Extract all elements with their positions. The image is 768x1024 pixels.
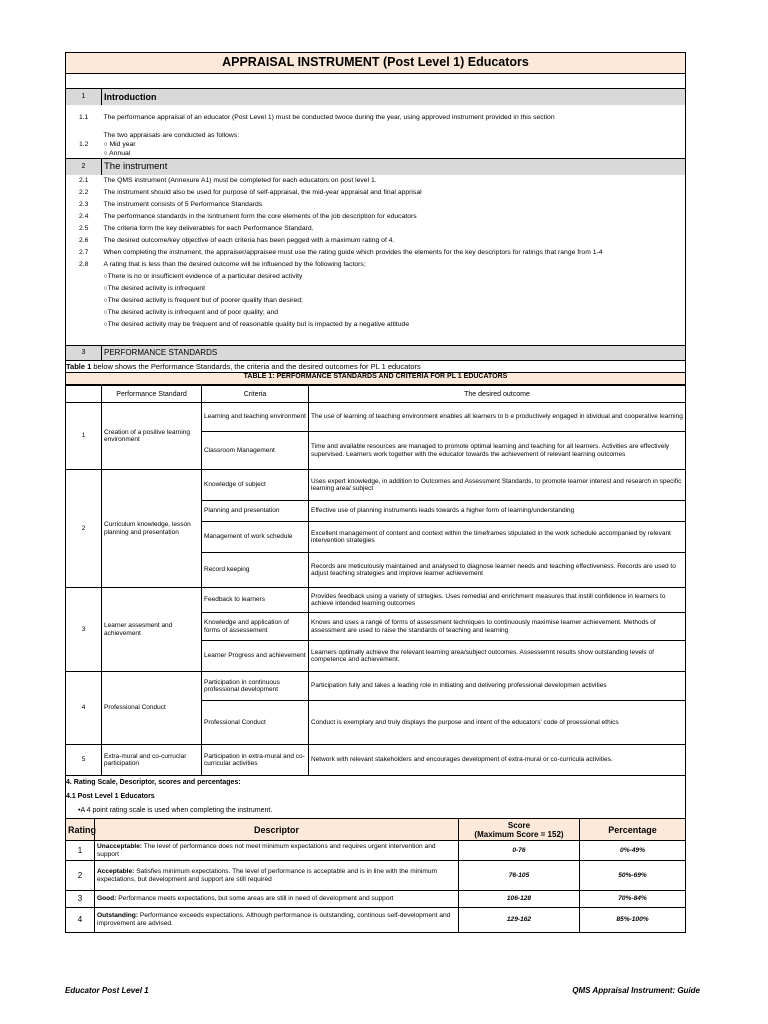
item-text: The criteria form the key deliverables for each Performance Standard. bbox=[103, 225, 314, 232]
descriptor-label: Unacceptable: bbox=[97, 842, 143, 850]
criteria-name: Management of work schedule bbox=[202, 522, 309, 553]
criteria-outcome: Conduct is exemplary and truly displays the purpose and intent of the educators' code of proessional ethics bbox=[309, 701, 686, 745]
rating-scale-table bbox=[65, 818, 686, 933]
standard-name: Learner assesment and achievement bbox=[102, 588, 202, 672]
standard-name: Professional Conduct bbox=[102, 672, 202, 745]
criteria-outcome: Records are meticulously maintained and analysed to diagnose learner needs and teaching effectiveness. Records are used to adjust teaching strategies and improve learner achievement bbox=[309, 553, 686, 588]
item-text: The desired outcome/key objective of each criteria has been pegged with a maximum rating of 4. bbox=[103, 237, 395, 244]
rating-heading: 4. Rating Scale, Descriptor, scores and percentages: bbox=[66, 779, 241, 786]
criteria-outcome: The use of learning of teaching environment enables all learners to b e productively engaged in idividual and cooperative learning bbox=[309, 403, 686, 432]
rating-percentage: 0%-49% bbox=[580, 841, 686, 861]
rating-descriptor bbox=[95, 908, 459, 933]
descriptor-label: Acceptable: bbox=[97, 867, 135, 875]
criteria-name: Knowledge and application of forms of assessement bbox=[202, 613, 309, 641]
descriptor-label: Outstanding: bbox=[97, 912, 139, 920]
section-label: The instrument bbox=[102, 159, 686, 175]
item-text: The two appraisals are conducted as follows: bbox=[103, 131, 240, 139]
standard-number: 3 bbox=[66, 588, 102, 672]
standard-name: Extra-mural and co-curruclar participation bbox=[102, 745, 202, 776]
rating-score: 76-105 bbox=[459, 861, 580, 891]
criteria-outcome: Network with relevant stakeholders and encourages development of extra-mural or co-curricula activities. bbox=[309, 745, 686, 776]
bullet-item: ○The desired activity is frequent but of poorer quality than desired; bbox=[103, 296, 303, 304]
item-number: 2.8 bbox=[79, 261, 89, 268]
standard-number: 2 bbox=[66, 470, 102, 588]
criteria-outcome: Participation fully and takes a leading role in initiating and delivering professional developmen activities bbox=[309, 672, 686, 701]
item-number: 2.2 bbox=[79, 189, 89, 196]
table-intro-bold: Table 1 bbox=[66, 362, 92, 371]
header-rating: Rating bbox=[66, 819, 95, 841]
criteria-outcome: Knows and uses a range of forms of assessment techniques to continuously maximise learner achievement. Methods of assessment are used to raise the standards of teaching and learning bbox=[309, 613, 686, 641]
rating-value: 1 bbox=[66, 841, 95, 861]
bullet-item: ○The desired activity is infrequent bbox=[103, 284, 206, 292]
appraisal-sheet bbox=[65, 52, 686, 933]
item-text: The performance standards in the isntrument form the core elements of the job description for educators bbox=[103, 213, 417, 220]
bullet-item: ○The desired activity is infrequent and of poor quality; and bbox=[103, 308, 279, 316]
item-text: The QMS instrument (Annexure A1) must be completed for each educators on post level 1. bbox=[103, 177, 377, 184]
bullet-item: ○The desired activity may be frequent and of reasonable quality but is impacted by a negative attitude bbox=[103, 320, 410, 328]
bullet-item: ○There is no or insufficient evidence of a particular desired activity bbox=[103, 272, 303, 280]
section-number: 3 bbox=[81, 349, 86, 357]
footer-right: QMS Appraisal Instrument: Guide bbox=[572, 986, 700, 995]
rating-subheading: 4.1 Post Level 1 Educators bbox=[66, 793, 155, 800]
item-text: ○ Annual bbox=[103, 149, 131, 157]
table-row bbox=[66, 908, 686, 933]
table-row bbox=[66, 841, 686, 861]
criteria-name: Participation in extra-mural and co-curricular activities bbox=[202, 745, 309, 776]
item-text: ○ Mid year bbox=[103, 140, 136, 148]
table-row bbox=[66, 588, 686, 613]
table-intro bbox=[65, 361, 686, 372]
rating-score: 0-76 bbox=[459, 841, 580, 861]
item-number: 2.1 bbox=[79, 177, 89, 184]
standard-number: 5 bbox=[66, 745, 102, 776]
table-row bbox=[66, 403, 686, 432]
rating-score: 106-128 bbox=[459, 891, 580, 908]
spacer-row bbox=[65, 74, 686, 88]
rating-descriptor bbox=[95, 861, 459, 891]
criteria-name: Professional Conduct bbox=[202, 701, 309, 745]
header-criteria: Criteria bbox=[202, 386, 309, 403]
item-number: 2.6 bbox=[79, 237, 89, 244]
descriptor-text: Performance meets expectations, but some areas are still in need of development and support bbox=[116, 895, 394, 903]
rating-value: 2 bbox=[66, 861, 95, 891]
document-title: APPRAISAL INSTRUMENT (Post Level 1) Educators bbox=[65, 52, 686, 74]
criteria-name: Knowledge of subject bbox=[202, 470, 309, 501]
table-row bbox=[66, 470, 686, 501]
header-descriptor: Descriptor bbox=[95, 819, 459, 841]
criteria-name: Participation in continuous professional development bbox=[202, 672, 309, 701]
header-outcome: The desired outcome bbox=[309, 386, 686, 403]
rating-percentage: 50%-69% bbox=[580, 861, 686, 891]
criteria-outcome: Excellent management of content and context within the timeframes stipulated in the work schedule accompanied by relevant intervention strategies bbox=[309, 522, 686, 553]
item-text: The performance appraisal of an educator (Post Level 1) must be conducted twoce during the year, using approved instrument provided in this section bbox=[103, 114, 555, 121]
header-score-line2: (Maximum Score = 152) bbox=[474, 829, 564, 839]
standard-number: 4 bbox=[66, 672, 102, 745]
table-row bbox=[66, 891, 686, 908]
criteria-outcome: Learners optimally achieve the relevant learning area/subject outcomes. Assessemnt results show outstanding levels of competence and achievement. bbox=[309, 641, 686, 672]
item-number: 1.2 bbox=[79, 140, 89, 148]
criteria-name: Classroom Management bbox=[202, 432, 309, 470]
criteria-name: Record keeping bbox=[202, 553, 309, 588]
section-number: 2 bbox=[81, 163, 86, 170]
section-rating-scale bbox=[65, 776, 686, 818]
rating-score: 129-162 bbox=[459, 908, 580, 933]
table-intro-text: below shows the Performance Standards, the criteria and the desired outcomes for PL 1 educators bbox=[91, 362, 421, 371]
item-text: The instrument consists of 5 Performance Standards bbox=[103, 201, 263, 208]
section-number: 1 bbox=[81, 93, 86, 101]
descriptor-text: The level of performance does not meet minimum expectations and requires urgent intervention and support bbox=[97, 842, 436, 858]
header-standard: Performance Standard bbox=[102, 386, 202, 403]
item-number: 2.4 bbox=[79, 213, 89, 220]
table-caption: TABLE 1: PERFORMANCE STANDARDS AND CRITERIA FOR PL 1 EDUCATORS bbox=[65, 372, 686, 385]
item-number: 2.7 bbox=[79, 249, 89, 256]
item-text: The instrument should also be used for purpose of self-appraisal, the mid-year appraisal and final apprisal bbox=[103, 189, 422, 196]
section-instrument bbox=[65, 159, 686, 346]
criteria-name: Learner Progress and achievement bbox=[202, 641, 309, 672]
descriptor-text: Satisfies minimum expectations. The level of performance is acceptable and is in line with the minimum expectations, but development and support are still required bbox=[97, 867, 437, 883]
standard-name: Curriculum knowledge, lesson planning and presentation bbox=[102, 470, 202, 588]
table-row bbox=[66, 745, 686, 776]
item-number: 2.3 bbox=[79, 201, 89, 208]
descriptor-label: Good: bbox=[97, 895, 117, 903]
table-row bbox=[66, 861, 686, 891]
section-label: PERFORMANCE STANDARDS bbox=[102, 346, 686, 361]
rating-value: 4 bbox=[66, 908, 95, 933]
rating-descriptor bbox=[95, 891, 459, 908]
criteria-name: Learning and teaching environment bbox=[202, 403, 309, 432]
criteria-outcome: Time and available resources are managed to promote optimal learning and teaching for all learners. Activities are effectively supervised. Learners work together with the educator towards the achievement of relevant learning outcomes bbox=[309, 432, 686, 470]
rating-note: •A 4 point rating scale is used when completing the instrument. bbox=[78, 807, 273, 814]
header-percentage: Percentage bbox=[580, 819, 686, 841]
section-introduction bbox=[65, 88, 686, 159]
criteria-outcome: Provides feedback using a variety of strtegies. Uses remedial and enrichment measures that instill confidence in learners to achieve intended learning outcomes bbox=[309, 588, 686, 613]
standard-number: 1 bbox=[66, 403, 102, 470]
item-number: 2.5 bbox=[79, 225, 89, 232]
item-text: When completing the instrument, the appraiser/appraisee must use the rating guide which provides the elements for the key descriptors for ratings that range from 1-4 bbox=[103, 249, 603, 256]
header-number bbox=[66, 386, 102, 403]
footer-left: Educator Post Level 1 bbox=[65, 986, 149, 995]
rating-value: 3 bbox=[66, 891, 95, 908]
header-score-line1: Score bbox=[507, 820, 531, 830]
rating-percentage: 70%-84% bbox=[580, 891, 686, 908]
criteria-name: Feedback to learners bbox=[202, 588, 309, 613]
descriptor-text: Performance exceeds expectations. Although performance is outstanding, continous self-development and improvement are advised. bbox=[97, 912, 451, 927]
criteria-outcome: Uses expert knowledge, in addition to Outcomes and Assessment Standards, to promote learner interest and research in specific learning area/ subject bbox=[309, 470, 686, 501]
item-text: A rating that is less than the desired outcome will be influenced by the following factors; bbox=[103, 261, 366, 268]
section-label: Introduction bbox=[102, 89, 686, 105]
standard-name: Creation of a positive learning environment bbox=[102, 403, 202, 470]
performance-standards-table bbox=[65, 385, 686, 776]
criteria-name: Planning and presentation bbox=[202, 501, 309, 522]
header-score bbox=[459, 819, 580, 841]
table-row bbox=[66, 672, 686, 701]
rating-descriptor bbox=[95, 841, 459, 861]
criteria-outcome: Effective use of planning instruments leads towards a higher form of learning/understanding bbox=[309, 501, 686, 522]
item-number: 1.1 bbox=[79, 114, 89, 121]
section-performance-standards bbox=[65, 346, 686, 362]
rating-percentage: 85%-100% bbox=[580, 908, 686, 933]
